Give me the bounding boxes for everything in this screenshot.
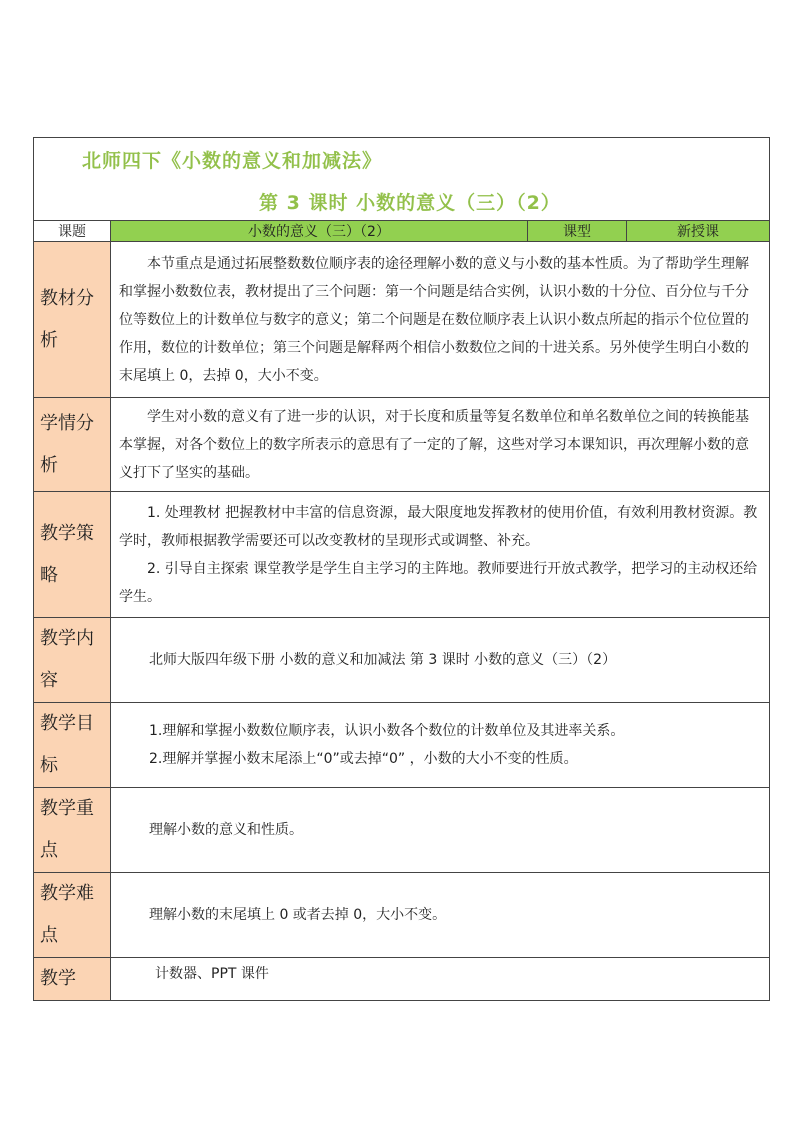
row-label-teaching-goals: 教学目标 [34,703,111,788]
student-analysis-paragraph: 学生对小数的意义有了进一步的认识，对于长度和质量等复名数单位和单名数单位之间的转换能基本掌握，对各个数位上的数字所表示的意思有了一定的了解，这些对学习本课知识，再次理解小数的意义打下了坚实的基础。 [119,408,749,481]
student-analysis-text [111,398,770,492]
row-label-student-analysis: 学情分析 [34,398,111,492]
teaching-content-text: 北师大版四年级下册 小数的意义和加减法 第 3 课时 小数的意义（三）（2） [111,618,770,703]
type-label: 课型 [528,221,627,242]
textbook-analysis-text [111,242,770,398]
teaching-strategy-text [111,492,770,618]
goal-2: 2.理解并掌握小数末尾添上“0”或去掉“0” ，小数的大小不变的性质。 [149,751,578,767]
key-points-text: 理解小数的意义和性质。 [111,788,770,873]
row-label-teaching-content: 教学内容 [34,618,111,703]
row-label-teaching-tools: 教学 [34,958,111,1001]
row-label-textbook-analysis: 教材分析 [34,242,111,398]
topic-label: 课题 [34,221,111,242]
type-value: 新授课 [627,221,770,242]
difficult-points-text: 理解小数的末尾填上 0 或者去掉 0，大小不变。 [111,873,770,958]
teaching-tools-text: 计数器、PPT 课件 [111,958,770,1001]
header-cell [34,138,770,221]
document-title: 北师四下《小数的意义和加减法》 [82,150,383,172]
strategy-paragraph-2: 2. 引导自主探索 课堂教学是学生自主学习的主阵地。教师要进行开放式教学，把学习的主动权还给学生。 [119,560,758,605]
teaching-goals-text [111,703,770,788]
lesson-subtitle: 第 3 课时 小数的意义（三）（2） [259,192,561,214]
lesson-plan-table [33,137,769,1001]
textbook-analysis-paragraph: 本节重点是通过拓展整数数位顺序表的途径理解小数的意义与小数的基本性质。为了帮助学生理解和掌握小数数位表，教材提出了三个问题：第一个问题是结合实例，认识小数的十分位、百分位与千分位等数位上的计数单位与数字的意义；第二个问题是在数位顺序表上认识小数点所起的指示个位位置的作用，数位的计数单位；第三个问题是解释两个相信小数数位之间的十进关系。另外使学生明白小数的末尾填上 0，去掉 0，大小不变。 [119,255,749,384]
row-label-teaching-strategy: 教学策略 [34,492,111,618]
row-label-key-points: 教学重点 [34,788,111,873]
row-label-difficult-points: 教学难点 [34,873,111,958]
goal-1: 1.理解和掌握小数数位顺序表，认识小数各个数位的计数单位及其进率关系。 [149,723,625,739]
strategy-paragraph-1: 1. 处理教材 把握教材中丰富的信息资源，最大限度地发挥教材的使用价值，有效利用教材资源。教学时，教师根据教学需要还可以改变教材的呈现形式或调整、补充。 [119,504,758,549]
topic-value: 小数的意义（三）（2） [111,221,528,242]
